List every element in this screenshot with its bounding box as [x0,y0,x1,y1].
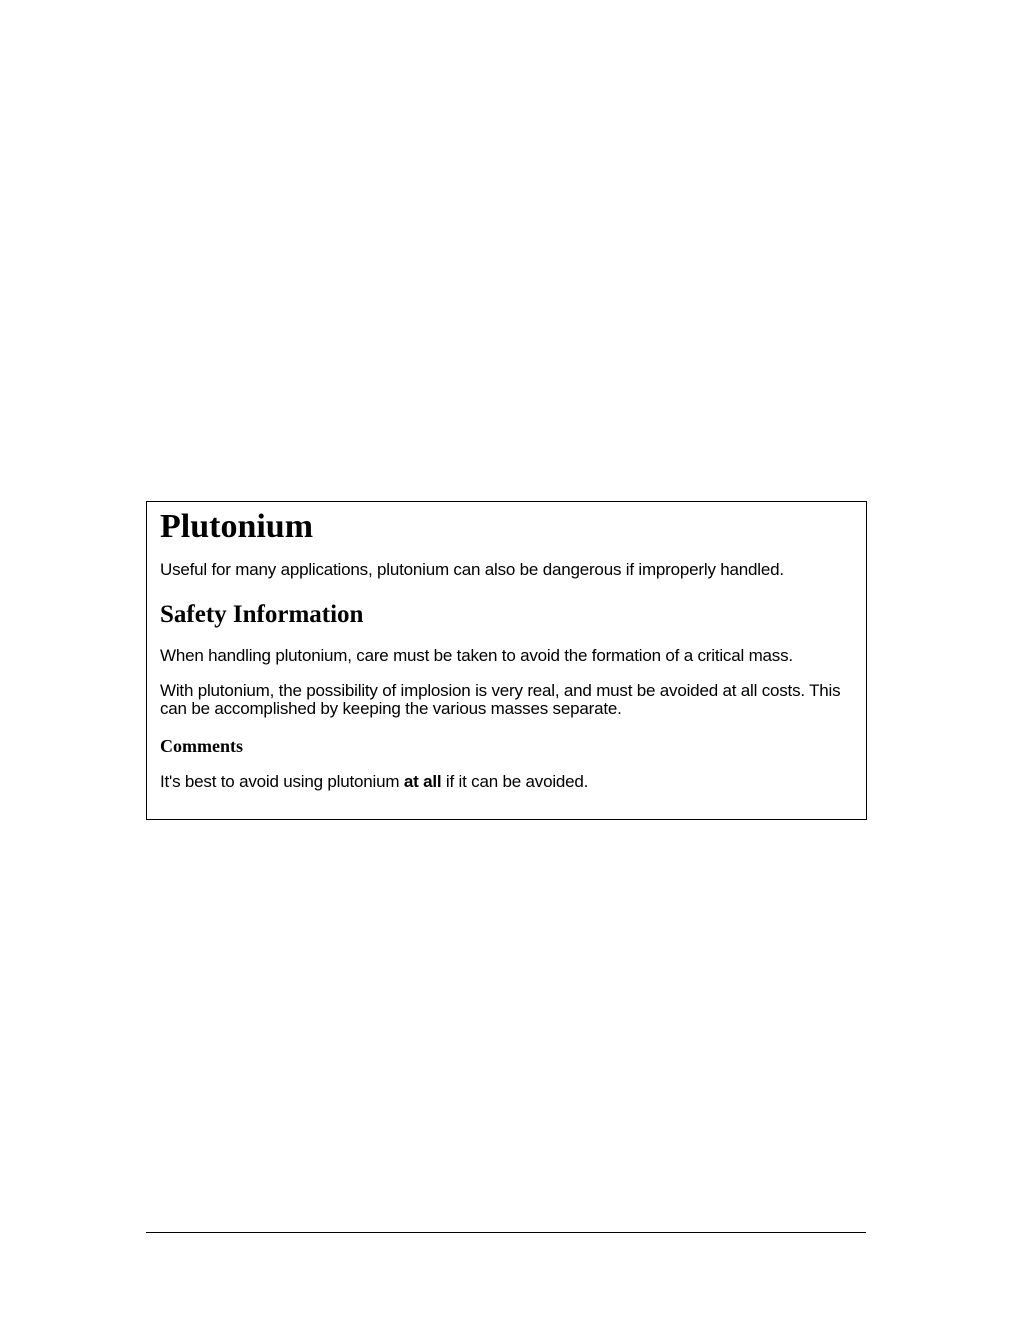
footer-divider [146,1232,866,1233]
safety-paragraph-2: With plutonium, the possibility of implosion is very real, and must be avoided at all costs. This can be accomplished by keeping the various masses separate. [160,681,841,718]
comment-text-after: if it can be avoided. [441,772,589,791]
page-title: Plutonium [160,508,314,545]
content-box [146,501,867,820]
comments-heading: Comments [160,736,243,756]
safety-heading: Safety Information [160,601,364,628]
comment-paragraph [160,773,854,791]
comment-text-before: It's best to avoid using plutonium [160,772,404,791]
intro-paragraph: Useful for many applications, plutonium can also be dangerous if improperly handled. [160,560,784,579]
comment-emphasis: at all [403,772,442,791]
safety-paragraph-1: When handling plutonium, care must be taken to avoid the formation of a critical mass. [160,646,793,665]
